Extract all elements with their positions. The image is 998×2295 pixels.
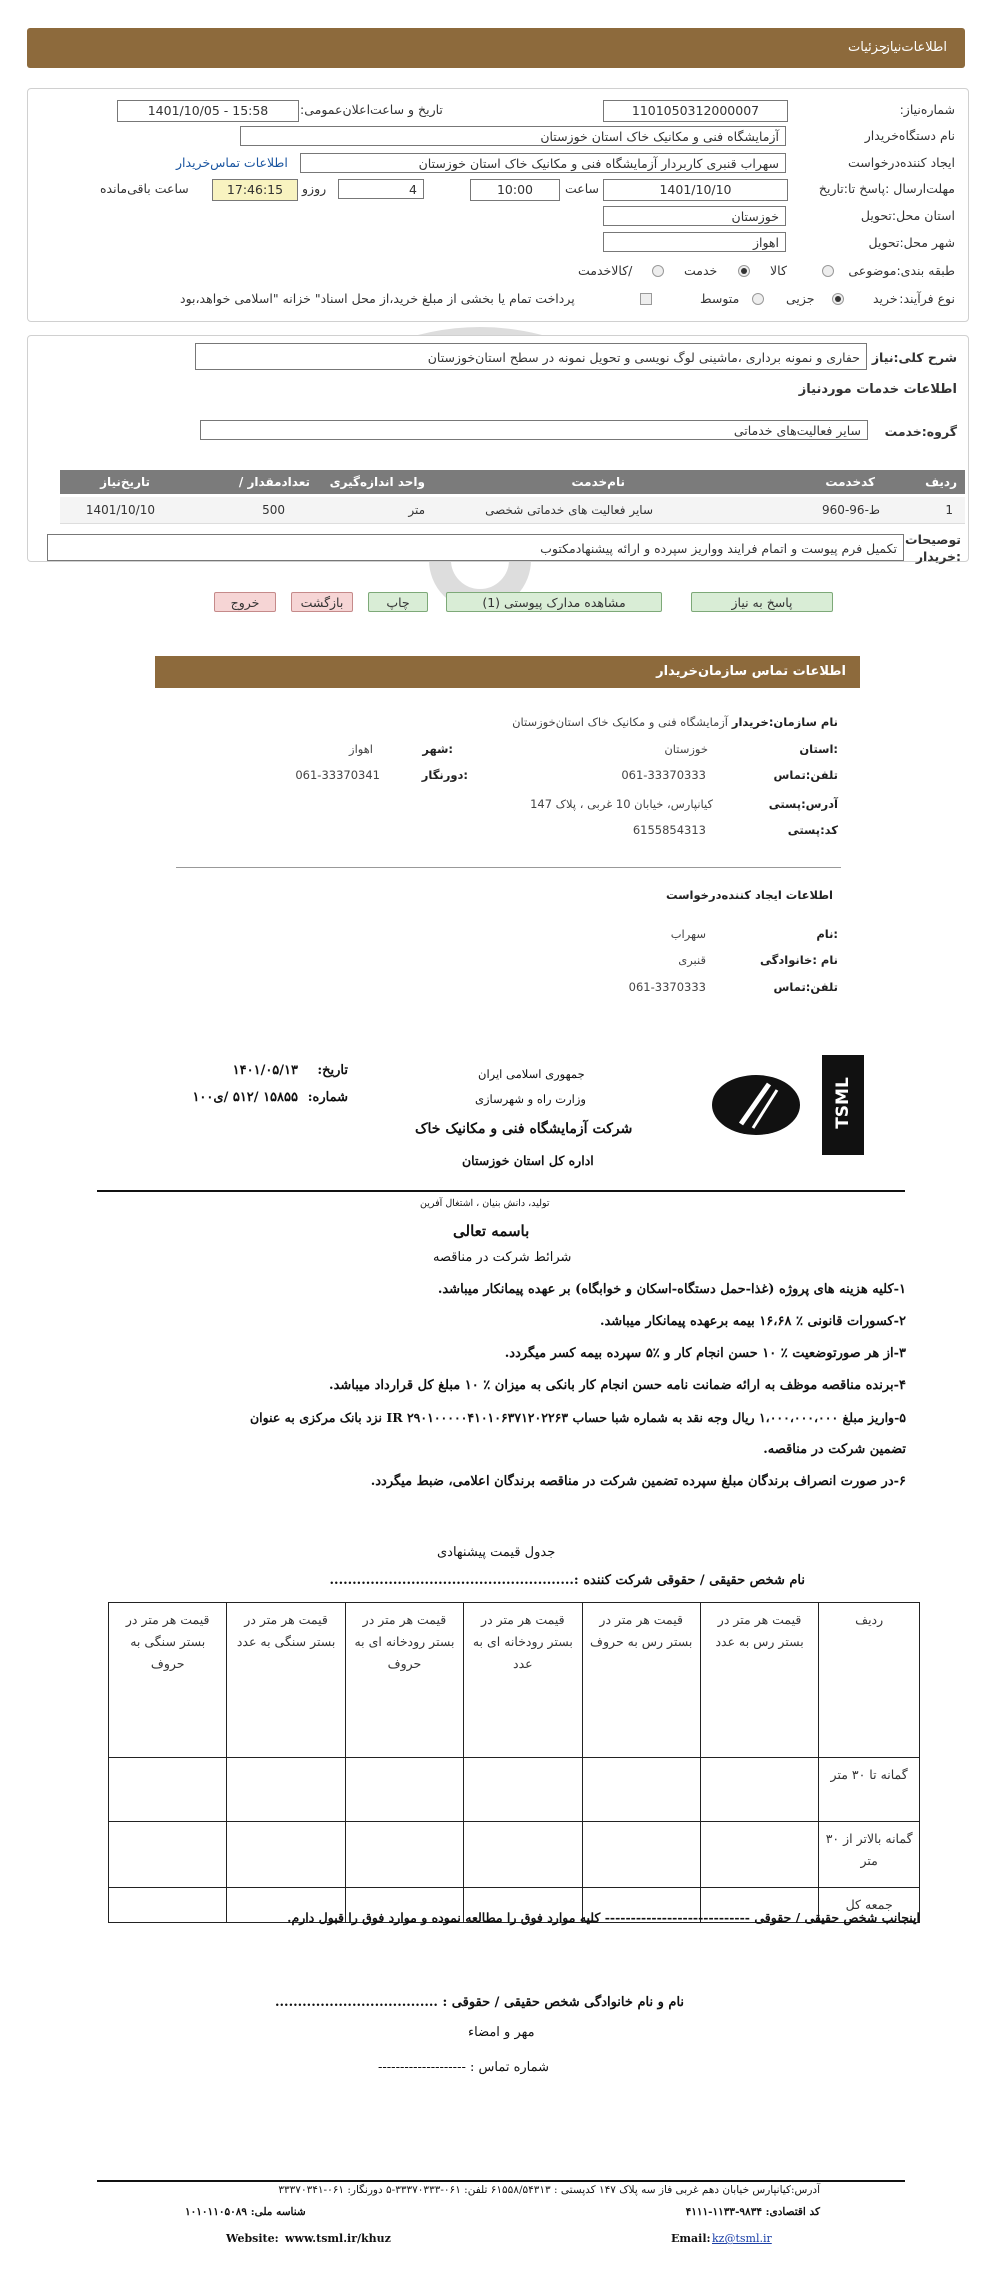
price-cell[interactable]: [109, 1888, 227, 1923]
letter-header-rule: [97, 1190, 905, 1192]
fax-label: :دورنگار: [421, 768, 468, 782]
need-number-field: 1101050312000007: [603, 100, 788, 122]
cell-unit: متر: [408, 503, 425, 517]
day-label: روزو: [302, 181, 327, 196]
creator-family-label: نام :خانوادگی: [760, 953, 838, 967]
contact-header-title: اطلاعات تماس سازمان‌خریدار: [656, 664, 846, 679]
reply-button[interactable]: پاسخ به نیاز: [691, 592, 833, 612]
table-row: [60, 497, 965, 524]
services-table-header: [60, 470, 965, 494]
deadline-label: مهلت‌ارسال‌ :پاسخ تا:تاریخ: [818, 181, 955, 196]
announce-date-label: تاریخ و ساعت‌اعلان‌عمومی:: [300, 102, 443, 117]
price-cell[interactable]: [227, 1822, 345, 1888]
bidder-name-line: نام شخص حقیقی / حقوقی شرکت کننده :......................................................: [329, 1573, 805, 1588]
contact-header: [155, 656, 860, 688]
price-header-river-number: قیمت هر متر در بستر رودخانه ای به عدد: [464, 1603, 582, 1758]
province-label: استان محل:تحویل: [860, 208, 955, 223]
price-cell[interactable]: [464, 1758, 582, 1822]
treasury-payment-note: پرداخت تمام یا بخشی از مبلغ خرید،از محل اسناد" خزانه "اسلامی خواهد،بود: [180, 291, 575, 306]
category-goods-radio[interactable]: [822, 265, 834, 277]
price-cell[interactable]: [227, 1758, 345, 1822]
day-count-field: 4: [338, 179, 424, 199]
view-docs-button[interactable]: مشاهده مدارک پیوستی (1): [446, 592, 662, 612]
process-label: نوع فرآیند:: [899, 291, 955, 306]
treasury-payment-checkbox[interactable]: [640, 293, 652, 305]
footer-address: آدرس:کیانپارس خیابان دهم غربی فاز سه پلاک ۱۴۷ کدپستی : ۶۱۵۵۸/۵۴۳۱۳ تلفن: ۰۶۱-۳۳۳۷۰۳۳۳-۵ دورنگار: ۰۶۱-۳۳۳۷۰۳۴۱: [278, 2184, 820, 2196]
company-emblem-icon: [711, 1072, 801, 1138]
declaration-line: اینجانب شخص حقیقی / حقوقی ---------------------------- کلیه موارد فوق را مطالعه نموده و موارد فوق را قبول دارم.: [287, 1910, 920, 1925]
footer-email-label: Email:: [671, 2232, 711, 2245]
buyer-name-label: نام دستگاه‌خریدار: [864, 128, 955, 143]
col-quantity: / تعدادمقدار: [238, 475, 310, 489]
price-table-title: جدول قیمت پیشنهادی: [437, 1545, 556, 1560]
footer-economic-code: کد اقتصادی: ۹۸۳۴-۱۱۳۳-۴۱۱۱: [685, 2206, 820, 2218]
contact-city-label: :شهر: [422, 742, 453, 756]
col-need-date: تاریخ‌نیاز: [100, 475, 150, 489]
creator-phone-label: تلفن:تماس: [773, 980, 838, 994]
price-cell[interactable]: [700, 1822, 818, 1888]
buyer-contact-link[interactable]: اطلاعات تماس‌خریدار: [176, 155, 288, 170]
letter-date-label: تاریخ:: [317, 1063, 348, 1078]
cell-quantity: 500: [262, 503, 285, 517]
process-medium-label: متوسط: [700, 291, 740, 306]
condition-3: ۳-از هر صورتوضعیت ٪ ۱۰ حسن انجام کار و ٪۵ سپرده بیمه کسر میگردد.: [504, 1346, 906, 1361]
address-value: کیانپارس، خیابان 10 غربی ، پلاک 147: [530, 797, 713, 811]
remaining-time-field: 17:46:15: [212, 179, 298, 201]
price-cell[interactable]: [582, 1822, 700, 1888]
group-field: سایر فعالیت‌های خدماتی: [200, 420, 868, 440]
price-cell[interactable]: [109, 1822, 227, 1888]
announce-date-field: 1401/10/05 - 15:58: [117, 100, 299, 122]
exit-button[interactable]: خروج: [214, 592, 276, 612]
print-button[interactable]: چاپ: [368, 592, 428, 612]
top-header-bar: [27, 28, 965, 68]
condition-2: ۲-کسورات قانونی ٪ ۱۶،۶۸ بیمه برعهده پیمانکار میباشد.: [599, 1314, 906, 1329]
price-cell[interactable]: [700, 1758, 818, 1822]
need-info-panel: [27, 88, 969, 322]
price-header-river-words: قیمت هر متر در بستر رودخانه ای به حروف: [345, 1603, 463, 1758]
deadline-date-field: 1401/10/10: [603, 179, 788, 201]
fax-value: 061-33370341: [295, 768, 380, 782]
price-row-total: جمعه کل: [819, 1888, 920, 1923]
footer-website-label: Website:: [226, 2232, 279, 2245]
process-partial-radio[interactable]: [832, 293, 844, 305]
category-service-label: خدمت: [684, 263, 718, 278]
category-goods-service-label: /کالاخدمت: [578, 263, 633, 278]
contact-divider: [176, 867, 841, 868]
creator-header: اطلاعات ایجاد کننده‌درخواست: [666, 888, 833, 902]
tab-details[interactable]: جزئیات: [848, 40, 887, 55]
contact-province-label: :استان: [799, 742, 838, 756]
price-cell[interactable]: [345, 1822, 463, 1888]
price-header-clay-words: قیمت هر متر در بستر رس به حروف: [582, 1603, 700, 1758]
process-partial-label: جزیی: [786, 291, 815, 306]
category-goods-service-radio[interactable]: [652, 265, 664, 277]
process-medium-radio[interactable]: [752, 293, 764, 305]
col-unit: واحد اندازه‌گیری: [329, 475, 425, 489]
creator-label: ایجاد کننده‌درخواست: [848, 155, 955, 170]
price-cell[interactable]: [345, 1758, 463, 1822]
services-title: اطلاعات خدمات موردنیاز: [798, 382, 957, 397]
price-header-rock-number: قیمت هر متر در بستر سنگی به عدد: [227, 1603, 345, 1758]
price-cell[interactable]: [582, 1758, 700, 1822]
postal-label: کد:پستی: [787, 823, 838, 837]
condition-4: ۴-برنده مناقصه موظف به ارائه ضمانت نامه حسن انجام کار بانکی به میزان ٪ ۱۰ مبلغ کل قرارداد میباشد.: [329, 1378, 906, 1393]
name-signature-line: نام و نام خانوادگی شخص حقیقی / حقوقی : ....................................: [275, 1995, 685, 2010]
org-label: نام سازمان:خریدار: [731, 715, 838, 729]
col-row: ردیف: [925, 475, 957, 489]
buyer-notes-label: توصیحات :خریدار: [905, 532, 961, 564]
contact-province-value: خوزستان: [664, 742, 708, 756]
creator-phone-value: 061-3370333: [628, 980, 706, 994]
condition-6: ۶-در صورت انصراف برندگان مبلغ سپرده تضمین شرکت در مناقصه برندگان اعلامی، ضبط میگردد.: [370, 1474, 906, 1489]
tsml-logo-text: TSML: [833, 1077, 853, 1129]
buyer-notes-field: تکمیل فرم پیوست و اتمام فرایند وواریز سپرده و ارائه پیشنهادمکتوب: [47, 534, 904, 561]
city-field: اهواز: [603, 232, 786, 252]
back-button[interactable]: بازگشت: [291, 592, 353, 612]
summary-label: شرح کلی:نیاز: [871, 350, 957, 365]
postal-value: 6155854313: [632, 823, 706, 837]
org-value: آزمایشگاه فنی و مکانیک خاک استان‌خوزستان: [512, 715, 728, 729]
phone-contact-line: شماره تماس : --------------------: [378, 2060, 550, 2075]
tab-need-info[interactable]: اطلاعات‌نیاز: [883, 40, 947, 55]
letter-number-label: شماره:: [307, 1090, 348, 1105]
letter-footer-rule: [97, 2180, 905, 2182]
country-text: جمهوری اسلامی ایران: [478, 1067, 585, 1081]
price-cell[interactable]: [109, 1758, 227, 1822]
cell-need-date: 1401/10/10: [85, 503, 155, 517]
cell-service-code: ط-96-960: [822, 503, 880, 517]
office-name: اداره کل استان خوزستان: [462, 1153, 594, 1168]
price-header-rock-words: قیمت هر متر در بستر سنگی به حروف: [109, 1603, 227, 1758]
creator-name-label: :نام: [816, 927, 838, 941]
category-service-radio[interactable]: [738, 265, 750, 277]
contact-city-value: اهواز: [349, 742, 373, 756]
creator-family-value: قنبری: [678, 953, 706, 967]
creator-name-value: سهراب: [670, 927, 706, 941]
bismillah: باسمه تعالی: [453, 1222, 530, 1240]
price-header-row: ردیف: [819, 1603, 920, 1758]
footer-website-link[interactable]: www.tsml.ir/khuz: [285, 2232, 391, 2245]
footer-national-id: شناسه ملی: ۱۰۱۰۱۱۰۵۰۸۹: [185, 2206, 306, 2218]
group-label: گروه:خدمت: [884, 424, 957, 439]
buyer-name-field: آزمایشگاه فنی و مکانیک خاک استان خوزستان: [240, 126, 786, 146]
need-number-label: شماره‌نیاز:: [899, 102, 955, 117]
creator-field: سهراب قنبری کاربردار آزمایشگاه فنی و مکانیک خاک استان خوزستان: [300, 153, 786, 173]
col-service-name: نام‌خدمت: [571, 475, 625, 489]
cell-service-name: سایر فعالیت های خدماتی شخصی: [485, 503, 653, 517]
price-header-clay-number: قیمت هر متر در بستر رس به عدد: [700, 1603, 818, 1758]
phone-label: تلفن:تماس: [773, 768, 838, 782]
letter-number-value: ۱۵۸۵۵ /۵۱۲ /ی۱۰۰: [192, 1090, 298, 1105]
tsml-logo: [822, 1055, 864, 1155]
summary-field: حفاری و نمونه برداری ،ماشینی لوگ نویسی و تحویل نمونه در سطح استان‌خوزستان: [195, 343, 867, 370]
province-field: خوزستان: [603, 206, 786, 226]
category-goods-label: کالا: [770, 263, 787, 278]
hour-label: ساعت: [565, 181, 600, 196]
tender-conditions-title: شرائط شرکت در مناقصه: [433, 1250, 572, 1265]
phone-value: 061-33370333: [621, 768, 706, 782]
condition-1: ۱-کلیه هزینه های پروژه (غذا-حمل دستگاه-اسکان و خوابگاه) بر عهده پیمانکار میباشد.: [437, 1282, 906, 1297]
deadline-time-field: 10:00: [470, 179, 560, 201]
process-buy-label: خرید: [873, 291, 898, 306]
letter-date-value: ۱۴۰۱/۰۵/۱۳: [232, 1063, 298, 1078]
cell-row: 1: [945, 503, 953, 517]
seal-signature-line: مهر و امضاء: [468, 2025, 535, 2040]
price-table: [108, 1602, 920, 1923]
footer-email-link[interactable]: kz@tsml.ir: [712, 2232, 772, 2245]
address-label: آدرس:پستی: [768, 797, 838, 811]
city-label: شهر محل:تحویل: [868, 235, 955, 250]
ministry-text: وزارت راه و شهرسازی: [475, 1092, 586, 1106]
condition-5-cont: تضمین شرکت در مناقصه.: [763, 1442, 906, 1457]
slogan: تولید، دانش بنیان ، اشتغال آفرین: [420, 1198, 550, 1209]
condition-5: ۵-واریز مبلغ ۱،۰۰۰،۰۰۰،۰۰۰ ریال وجه نقد به شماره شبا حساب IR ۲۹۰۱۰۰۰۰۰۴۱۰۱۰۶۳۷۱۲۰۲۲۶۳ نزد بانک مرکزی به عنوان: [249, 1410, 906, 1425]
price-row-above-30: گمانه بالاتر از ۳۰ متر: [819, 1822, 920, 1888]
price-row-up-to-30: گمانه تا ۳۰ متر: [819, 1758, 920, 1822]
col-service-code: کدخدمت: [825, 475, 875, 489]
remaining-label: ساعت باقی‌مانده: [100, 181, 189, 196]
category-label: طبقه بندی:موضوعی: [848, 263, 955, 278]
price-cell[interactable]: [464, 1822, 582, 1888]
company-name: شرکت آزمایشگاه فنی و مکانیک خاک: [415, 1121, 633, 1137]
